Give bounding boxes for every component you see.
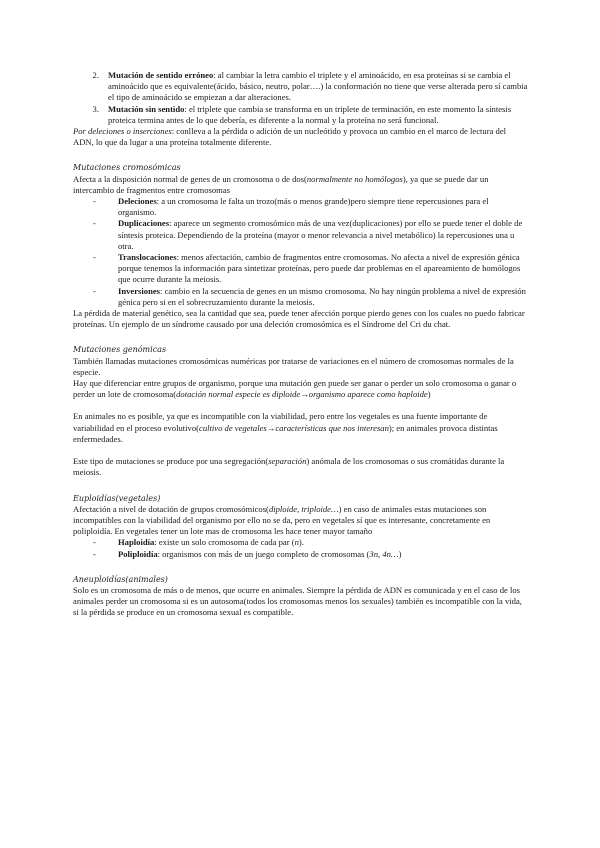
list-item: - Deleciones: a un cromosoma le falta un trozo(más o menos grande)pero siempre tiene repercusiones para el organismo.	[93, 196, 489, 218]
genomicas-p4: Este tipo de mutaciones se produce por una segregación(separación) anómala de los cromosomas o sus cromátidas durante la meiosis.	[73, 456, 505, 478]
item-text: : el triplete que cambia se transforma en un triplete de terminación, en este momento la síntesis proteica termina antes de lo que debería, es diferente a la normal y la proteína no será funcional.	[108, 103, 512, 125]
cromosomicas-closing: La pérdida de material genético, sea la cantidad que sea, puede tener afección porque pierdo genes con los cuales no puedo fabricar proteínas. Un ejemplo de un síndrome causado por una deleción cromosómica es el Síndrome del Cri du chat.	[73, 308, 525, 330]
item-text: : al cambiar la letra cambio el triplete y el aminoácido, en esa proteínas si se cambia el aminoácido que es equivalente(ácido, básico, neutro, polar….) la conformación no tiene que verse alterada pero sí cambia el tipo de aminoácido se empiezan a dar alteraciones.	[108, 70, 528, 103]
genomicas-p3: En animales no es posible, ya que es incompatible con la viabilidad, pero entre los vegetales es una fuente importante de variabilidad en el proceso evolutivo(cultivo de vegetales→características que nos interesan); en animales provoca distintas enfermedades.	[73, 411, 498, 444]
genomicas-p2: Hay que diferenciar entre grupos de organismo, porque una mutación gen puede ser ganar o perder un solo cromosoma o ganar o perder un lote de cromosoma(dotación normal especie es diploide→organismo aparece como haploide)	[73, 378, 517, 400]
numbered-item	[73, 70, 528, 104]
section-heading-euploidias: Euploidías(vegetales)	[73, 493, 161, 503]
numbered-item	[73, 104, 528, 126]
list-item: - Haploidía: existe un solo cromosoma de cada par (n).	[93, 537, 304, 548]
section-heading-cromosomicas: Mutaciones cromosómicas	[73, 163, 181, 173]
cromosomicas-intro: Afecta a la disposición normal de genes de un cromosoma o de dos(normalmente no homólogos), ya que se puede dar un intercambio de fragmentos entre cromosomas	[73, 173, 489, 195]
list-item: - Inversiones: cambio en la secuencia de genes en un mismo cromosoma. No hay ningún problema a nivel de expresión génica pero si en el sobrecruzamiento durante la meiosis.	[93, 285, 526, 307]
deleciones-paragraph: Por deleciones o inserciones: conlleva a la pérdida o adición de un nucleótido y provoca un cambio en el marco de lectura del ADN, lo que da lugar a una proteína totalmente diferente.	[73, 126, 507, 148]
aneuploidias-text: Solo es un cromosoma de más o de menos, que ocurre en animales. Siempre la pérdida de ADN es comunicada y en el caso de los animales perder un cromosoma si es un autosoma(todos los cromosomas menos los sexuales) también es incompatible con la vida, si la pérdida se produce en un cromosoma sexual es compatible.	[73, 584, 522, 618]
list-item: - Poliploidía: organismos con más de un juego completo de cromosomas (3n, 4n…)	[93, 548, 402, 559]
item-number: 2.	[92, 70, 99, 80]
section-heading-genomicas: Mutaciones genómicas	[73, 345, 167, 355]
item-term: Mutación de sentido erróneo	[108, 70, 214, 80]
list-item: - Duplicaciones: aparece un segmento cromosómico más de una vez(duplicaciones) por ello se puede tener el doble de síntesis proteica. Dependiendo de la proteína (mayor o menor relevancia a nivel metabólico) la repercusiones una u otra.	[93, 218, 523, 251]
item-number: 3.	[92, 103, 99, 114]
document-page	[73, 70, 528, 619]
item-term: Mutación sin sentido	[108, 103, 185, 114]
section-heading-aneuploidias: Aneuploidías(animales)	[73, 574, 168, 584]
genomicas-p1: También llamadas mutaciones cromosómicas numéricas por tratarse de variaciones en el número de cromosomas normales de la especie.	[73, 355, 514, 377]
list-item: - Translocaciones: menos afectación, cambio de fragmentos entre cromosomas. No afecta a nivel de expresión génica porque tenemos la información para sintetizar proteínas, pero puede dar problemas en el apareamiento de homólogos que ocurre durante la meiosis.	[93, 252, 521, 285]
euploidias-text: Afectación a nivel de dotación de grupos cromosómicos(diploide, triploide…) en caso de animales estas mutaciones son incompatibles con la viabilidad del organismo por ello no se da, pero en vegetales sí que es interesante, concretamente en poliploidía. En vegetales tener un lote mas de cromosoma les hace tener mayor tamaño	[73, 503, 491, 537]
